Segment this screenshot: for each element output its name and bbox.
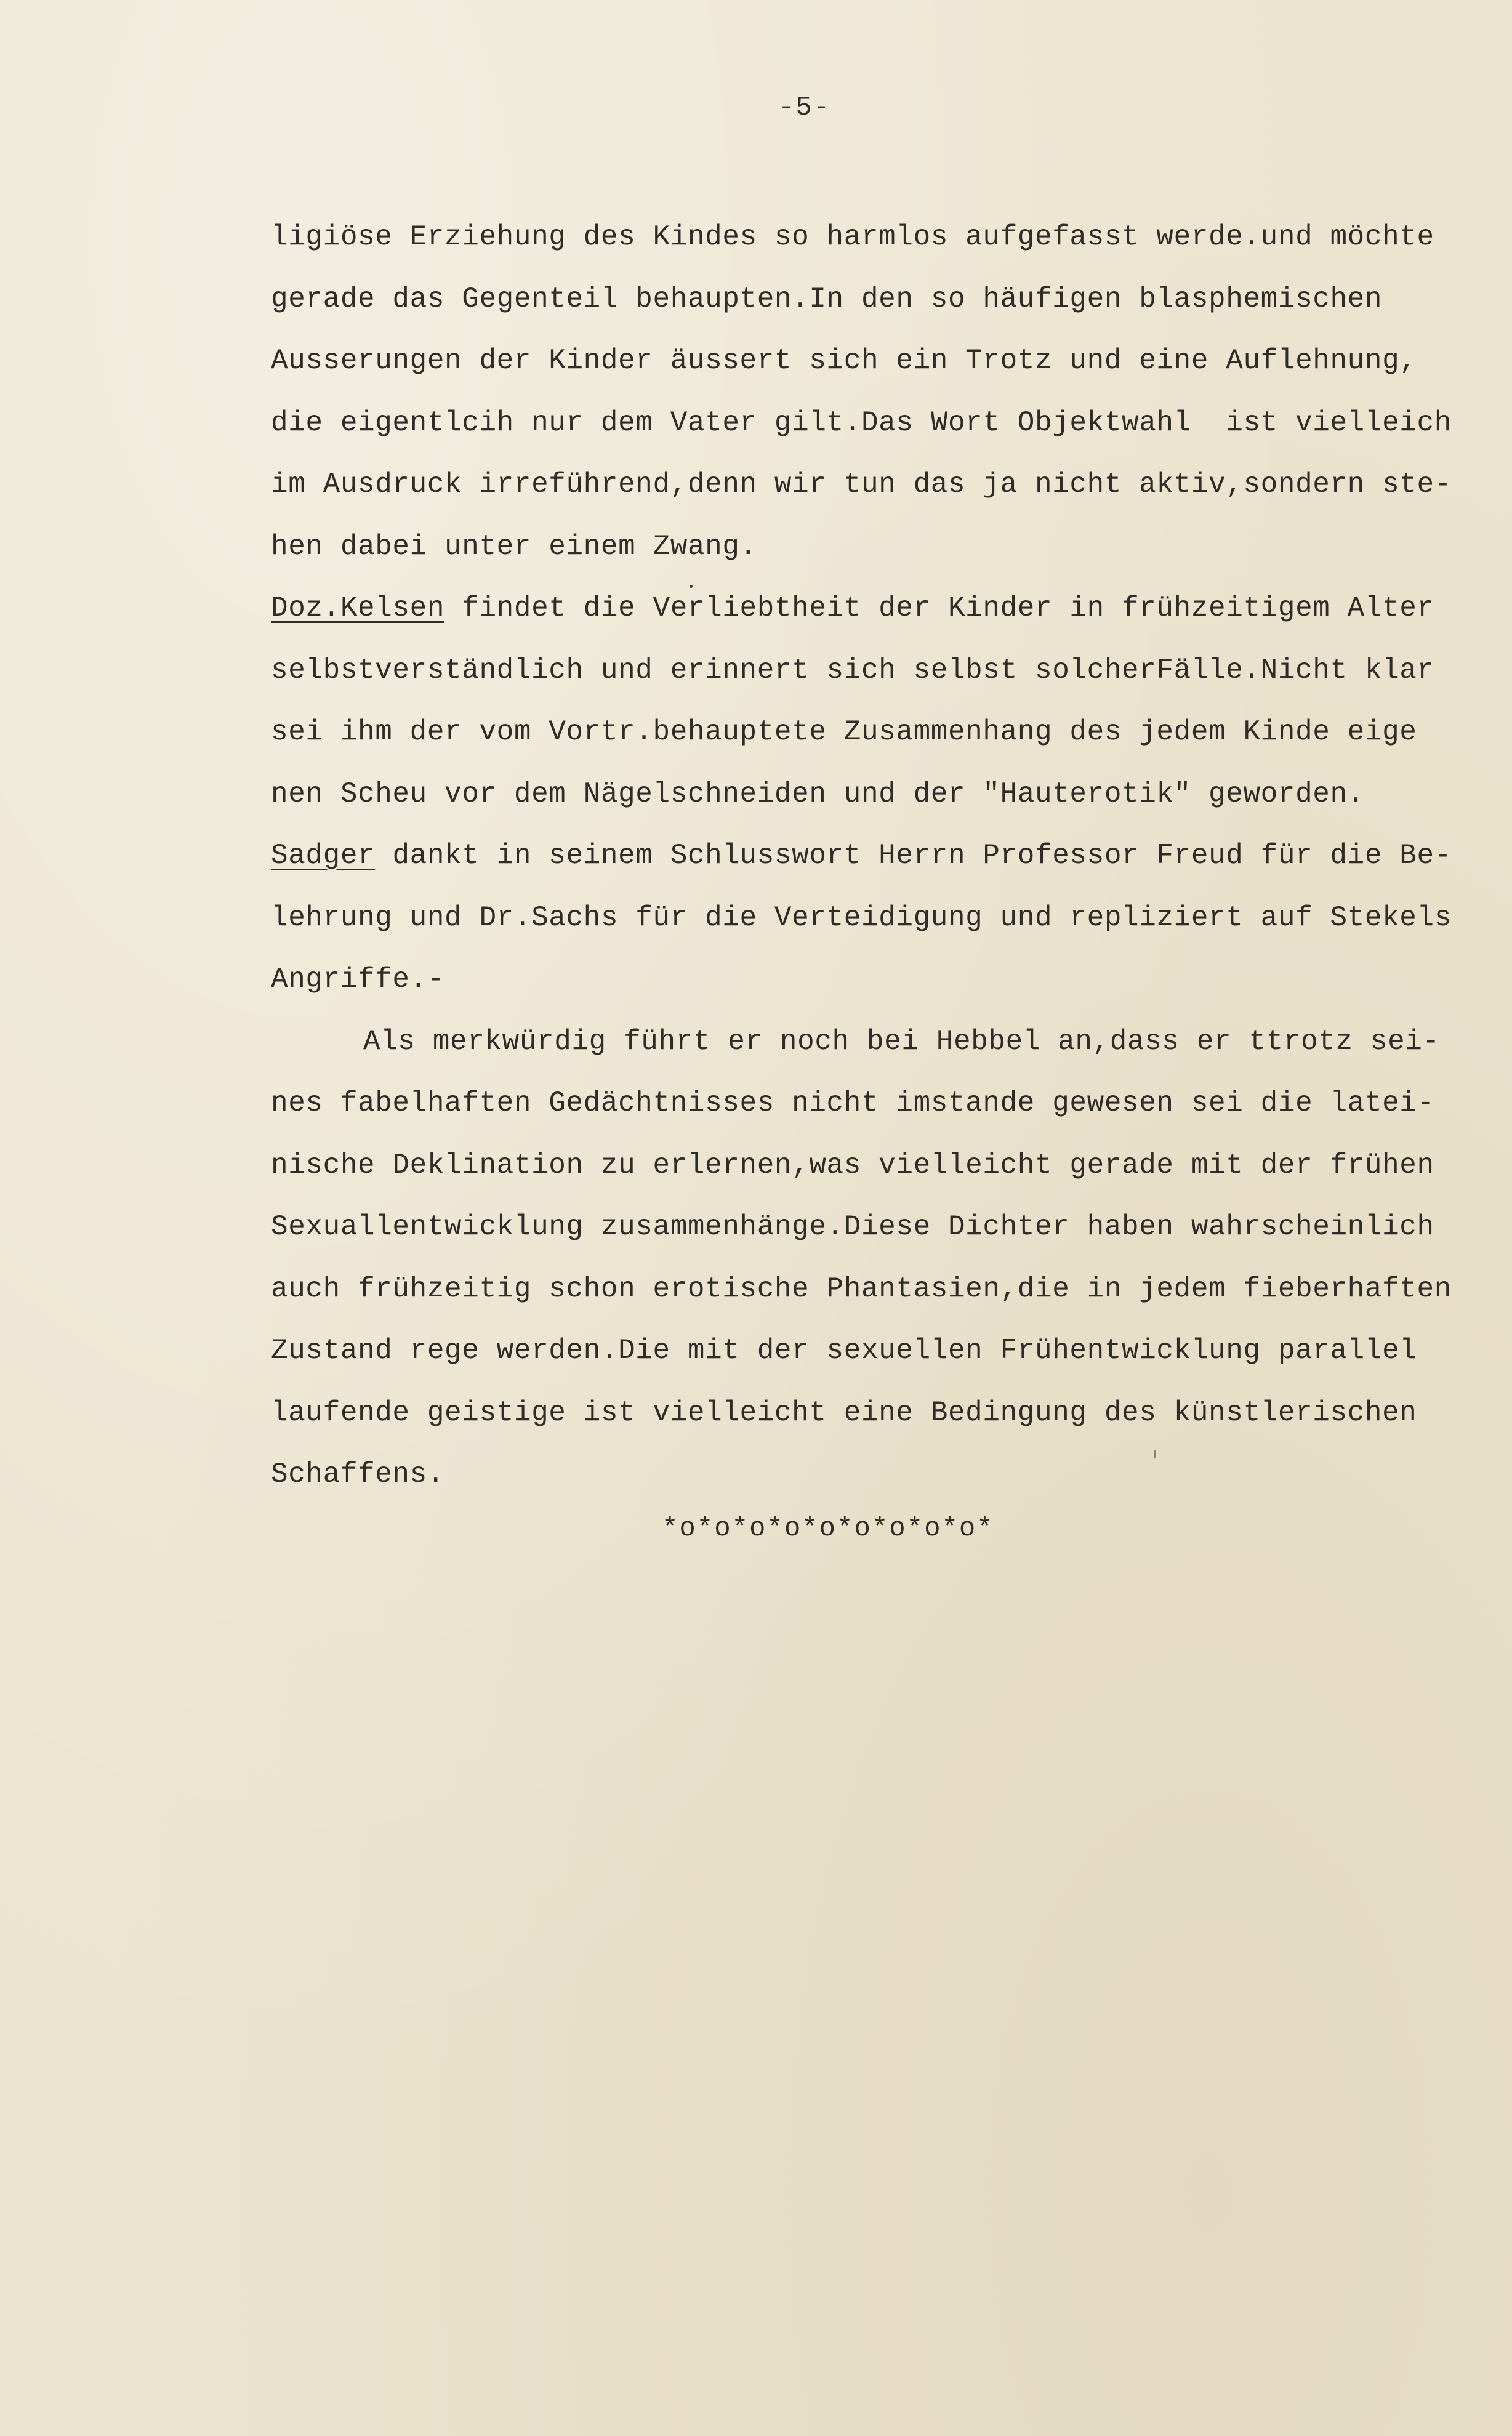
text-line: sei ihm der vom Vortr.behauptete Zusammenhang des jedem Kinde eige — [271, 716, 1417, 748]
text-line: lehrung und Dr.Sachs für die Verteidigung und repliziert auf Stekels — [271, 901, 1452, 934]
text-line: gerade das Gegenteil behaupten.In den so häufigen blasphemischen — [271, 283, 1383, 315]
pencil-mark — [1154, 1450, 1156, 1458]
text-line: Angriffe.- — [271, 963, 445, 995]
text-line: selbstverständlich und erinnert sich selbst solcherFälle.Nicht klar — [271, 654, 1434, 686]
text-line: laufende geistige ist vielleicht eine Bedingung des künstlerischen — [271, 1396, 1417, 1429]
text-line: Ausserungen der Kinder äussert sich ein Trotz und eine Auflehnung, — [271, 345, 1417, 377]
text-line: Zustand rege werden.Die mit der sexuellen Frühentwicklung parallel — [271, 1335, 1417, 1367]
text-fragment: findet die Verliebtheit der Kinder in frühzeitigem Alter — [444, 592, 1434, 624]
text-line: nes fabelhaften Gedächtnisses nicht imstande gewesen sei die latei- — [271, 1087, 1434, 1119]
ink-mark — [690, 585, 693, 588]
text-line: die eigentlcih nur dem Vater gilt.Das Wort Objektwahl ist vielleich — [271, 406, 1452, 439]
page-number: -5- — [778, 92, 831, 123]
document-body — [271, 206, 1512, 1506]
text-line: auch frühzeitig schon erotische Phantasien,die in jedem fieberhaften — [271, 1272, 1452, 1305]
text-line: Schaffens. — [271, 1458, 445, 1490]
speaker-line-kelsen — [271, 577, 1512, 640]
speaker-name-kelsen: Doz.Kelsen — [271, 592, 445, 624]
section-separator: *o*o*o*o*o*o*o*o*o* — [662, 1513, 994, 1544]
speaker-name-sadger: Sadger — [271, 840, 376, 872]
text-fragment: dankt in seinem Schlusswort Herrn Professor Freud für die Be- — [375, 840, 1452, 872]
text-line: ligiöse Erziehung des Kindes so harmlos aufgefasst werde.und möchte — [271, 221, 1434, 253]
speaker-line-sadger — [271, 825, 1512, 887]
text-line: nische Deklination zu erlernen,was vielleicht gerade mit der frühen — [271, 1149, 1434, 1181]
text-line: hen dabei unter einem Zwang. — [271, 530, 757, 563]
text-line: nen Scheu vor dem Nägelschneiden und der "Hauterotik" geworden. — [271, 778, 1365, 810]
text-line: Sexuallentwicklung zusammenhänge.Diese Dichter haben wahrscheinlich — [271, 1211, 1434, 1243]
text-line: im Ausdruck irreführend,denn wir tun das ja nicht aktiv,sondern ste- — [271, 468, 1452, 500]
paragraph-first-line: Als merkwürdig führt er noch bei Hebbel an,dass er ttrotz sei- — [363, 1025, 1440, 1058]
